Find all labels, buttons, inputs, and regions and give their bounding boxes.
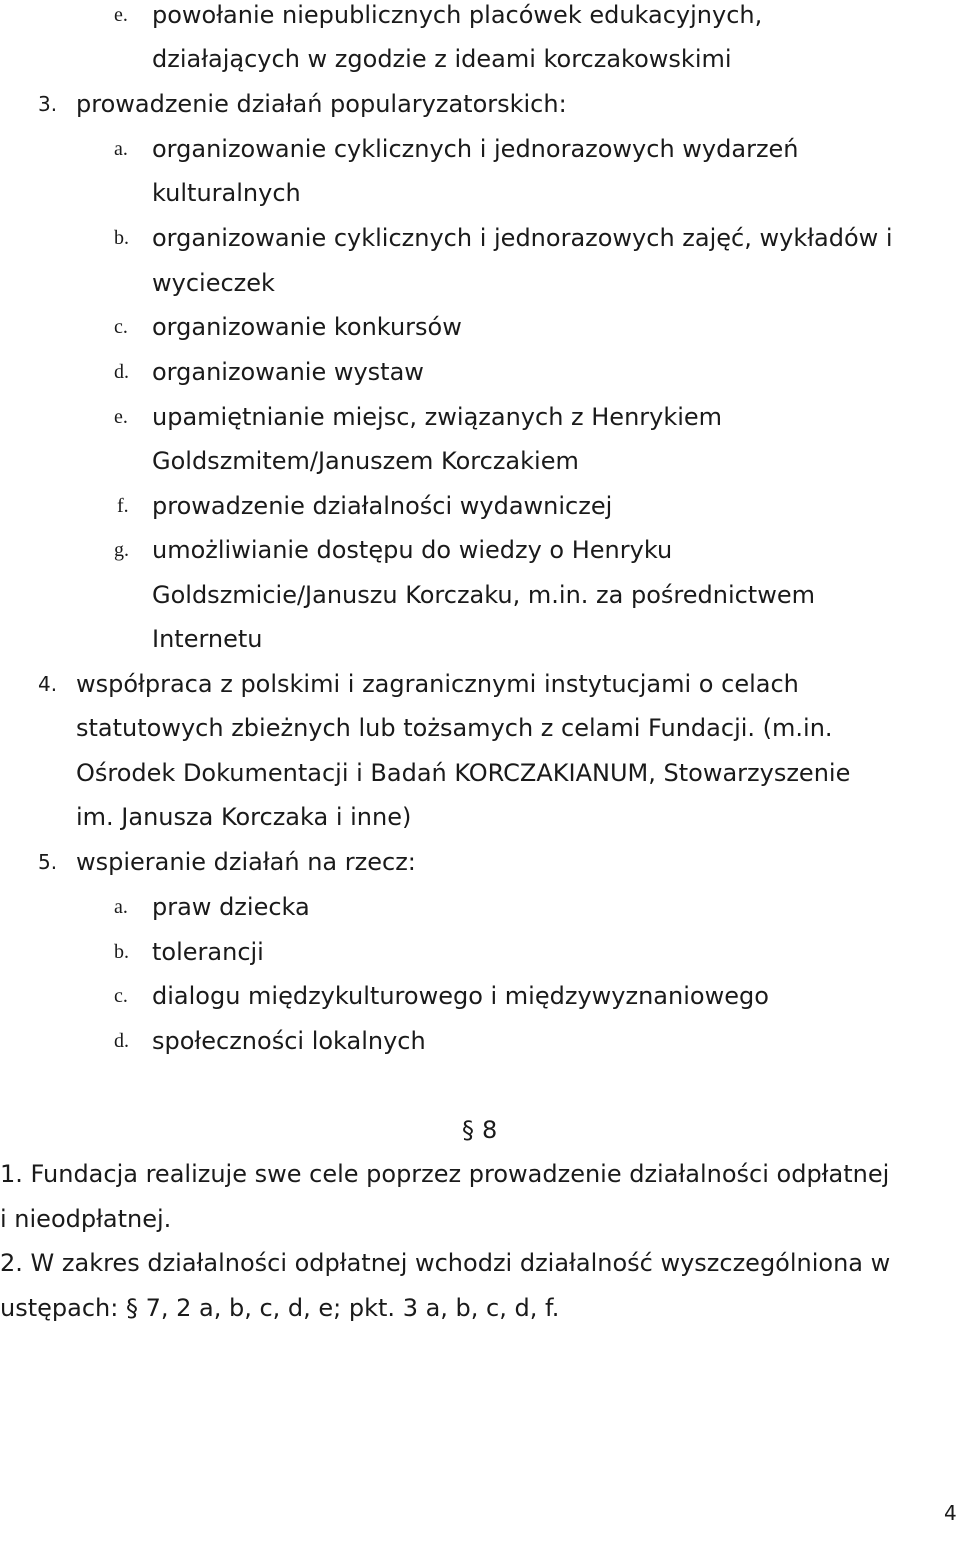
- list-item-text: powołanie niepublicznych placówek edukacyjnych,: [152, 1, 763, 29]
- list-item-text: statutowych zbieżnych lub tożsamych z celami Fundacji. (m.in.: [76, 714, 833, 742]
- list-item-text: Goldszmicie/Januszu Korczaku, m.in. za pośrednictwem: [152, 581, 815, 609]
- list-item-text: prowadzenie działalności wydawniczej: [152, 492, 613, 520]
- list-item-text: prowadzenie działań popularyzatorskich:: [76, 90, 567, 118]
- page-number: 4: [944, 1501, 957, 1525]
- list-item-text: organizowanie cyklicznych i jednorazowych zajęć, wykładów i: [152, 224, 893, 252]
- list-item-text: organizowanie konkursów: [152, 313, 462, 341]
- list-item-text: organizowanie wystaw: [152, 358, 424, 386]
- paragraph-line: ustępach: § 7, 2 a, b, c, d, e; pkt. 3 a, b, c, d, f.: [0, 1294, 560, 1322]
- list-item-text: społeczności lokalnych: [152, 1027, 426, 1055]
- list-item-text: dialogu międzykulturowego i międzywyznaniowego: [152, 982, 769, 1010]
- section-number: 8: [482, 1116, 498, 1144]
- section-symbol: §: [462, 1116, 474, 1144]
- list-item-text: im. Janusza Korczaka i inne): [76, 803, 412, 831]
- list-marker: a.: [114, 138, 128, 160]
- list-marker: 3.: [38, 92, 58, 116]
- list-marker: d.: [114, 361, 129, 383]
- list-marker: 4.: [38, 672, 58, 696]
- list-marker: b.: [114, 941, 129, 963]
- list-marker: b.: [114, 227, 129, 249]
- paragraph-line: i nieodpłatnej.: [0, 1205, 172, 1233]
- list-item-text: upamiętnianie miejsc, związanych z Henrykiem: [152, 403, 723, 431]
- list-item-text: praw dziecka: [152, 893, 310, 921]
- list-marker: g.: [114, 539, 129, 561]
- list-marker: a.: [114, 896, 128, 918]
- list-marker: c.: [114, 985, 128, 1007]
- list-item-text: umożliwianie dostępu do wiedzy o Henryku: [152, 536, 673, 564]
- list-item-text: współpraca z polskimi i zagranicznymi instytucjami o celach: [76, 670, 799, 698]
- list-item-text: tolerancji: [152, 938, 264, 966]
- list-item-text: wspieranie działań na rzecz:: [76, 848, 416, 876]
- list-item-text: Goldszmitem/Januszem Korczakiem: [152, 447, 579, 475]
- list-item-text: działających w zgodzie z ideami korczakowskimi: [152, 45, 732, 73]
- list-item-text: Internetu: [152, 625, 263, 653]
- list-marker: e.: [114, 406, 128, 428]
- list-marker: f.: [117, 495, 129, 517]
- list-item-text: organizowanie cyklicznych i jednorazowych wydarzeń: [152, 135, 799, 163]
- list-item-text: kulturalnych: [152, 179, 301, 207]
- paragraph-line: 2. W zakres działalności odpłatnej wchodzi działalność wyszczególniona w: [0, 1249, 891, 1277]
- paragraph-line: 1. Fundacja realizuje swe cele poprzez prowadzenie działalności odpłatnej: [0, 1160, 890, 1188]
- list-item-text: wycieczek: [152, 269, 275, 297]
- list-marker: c.: [114, 316, 128, 338]
- list-marker: e.: [114, 4, 128, 26]
- list-marker: d.: [114, 1030, 129, 1052]
- list-marker: 5.: [38, 850, 58, 874]
- list-item-text: Ośrodek Dokumentacji i Badań KORCZAKIANUM, Stowarzyszenie: [76, 759, 851, 787]
